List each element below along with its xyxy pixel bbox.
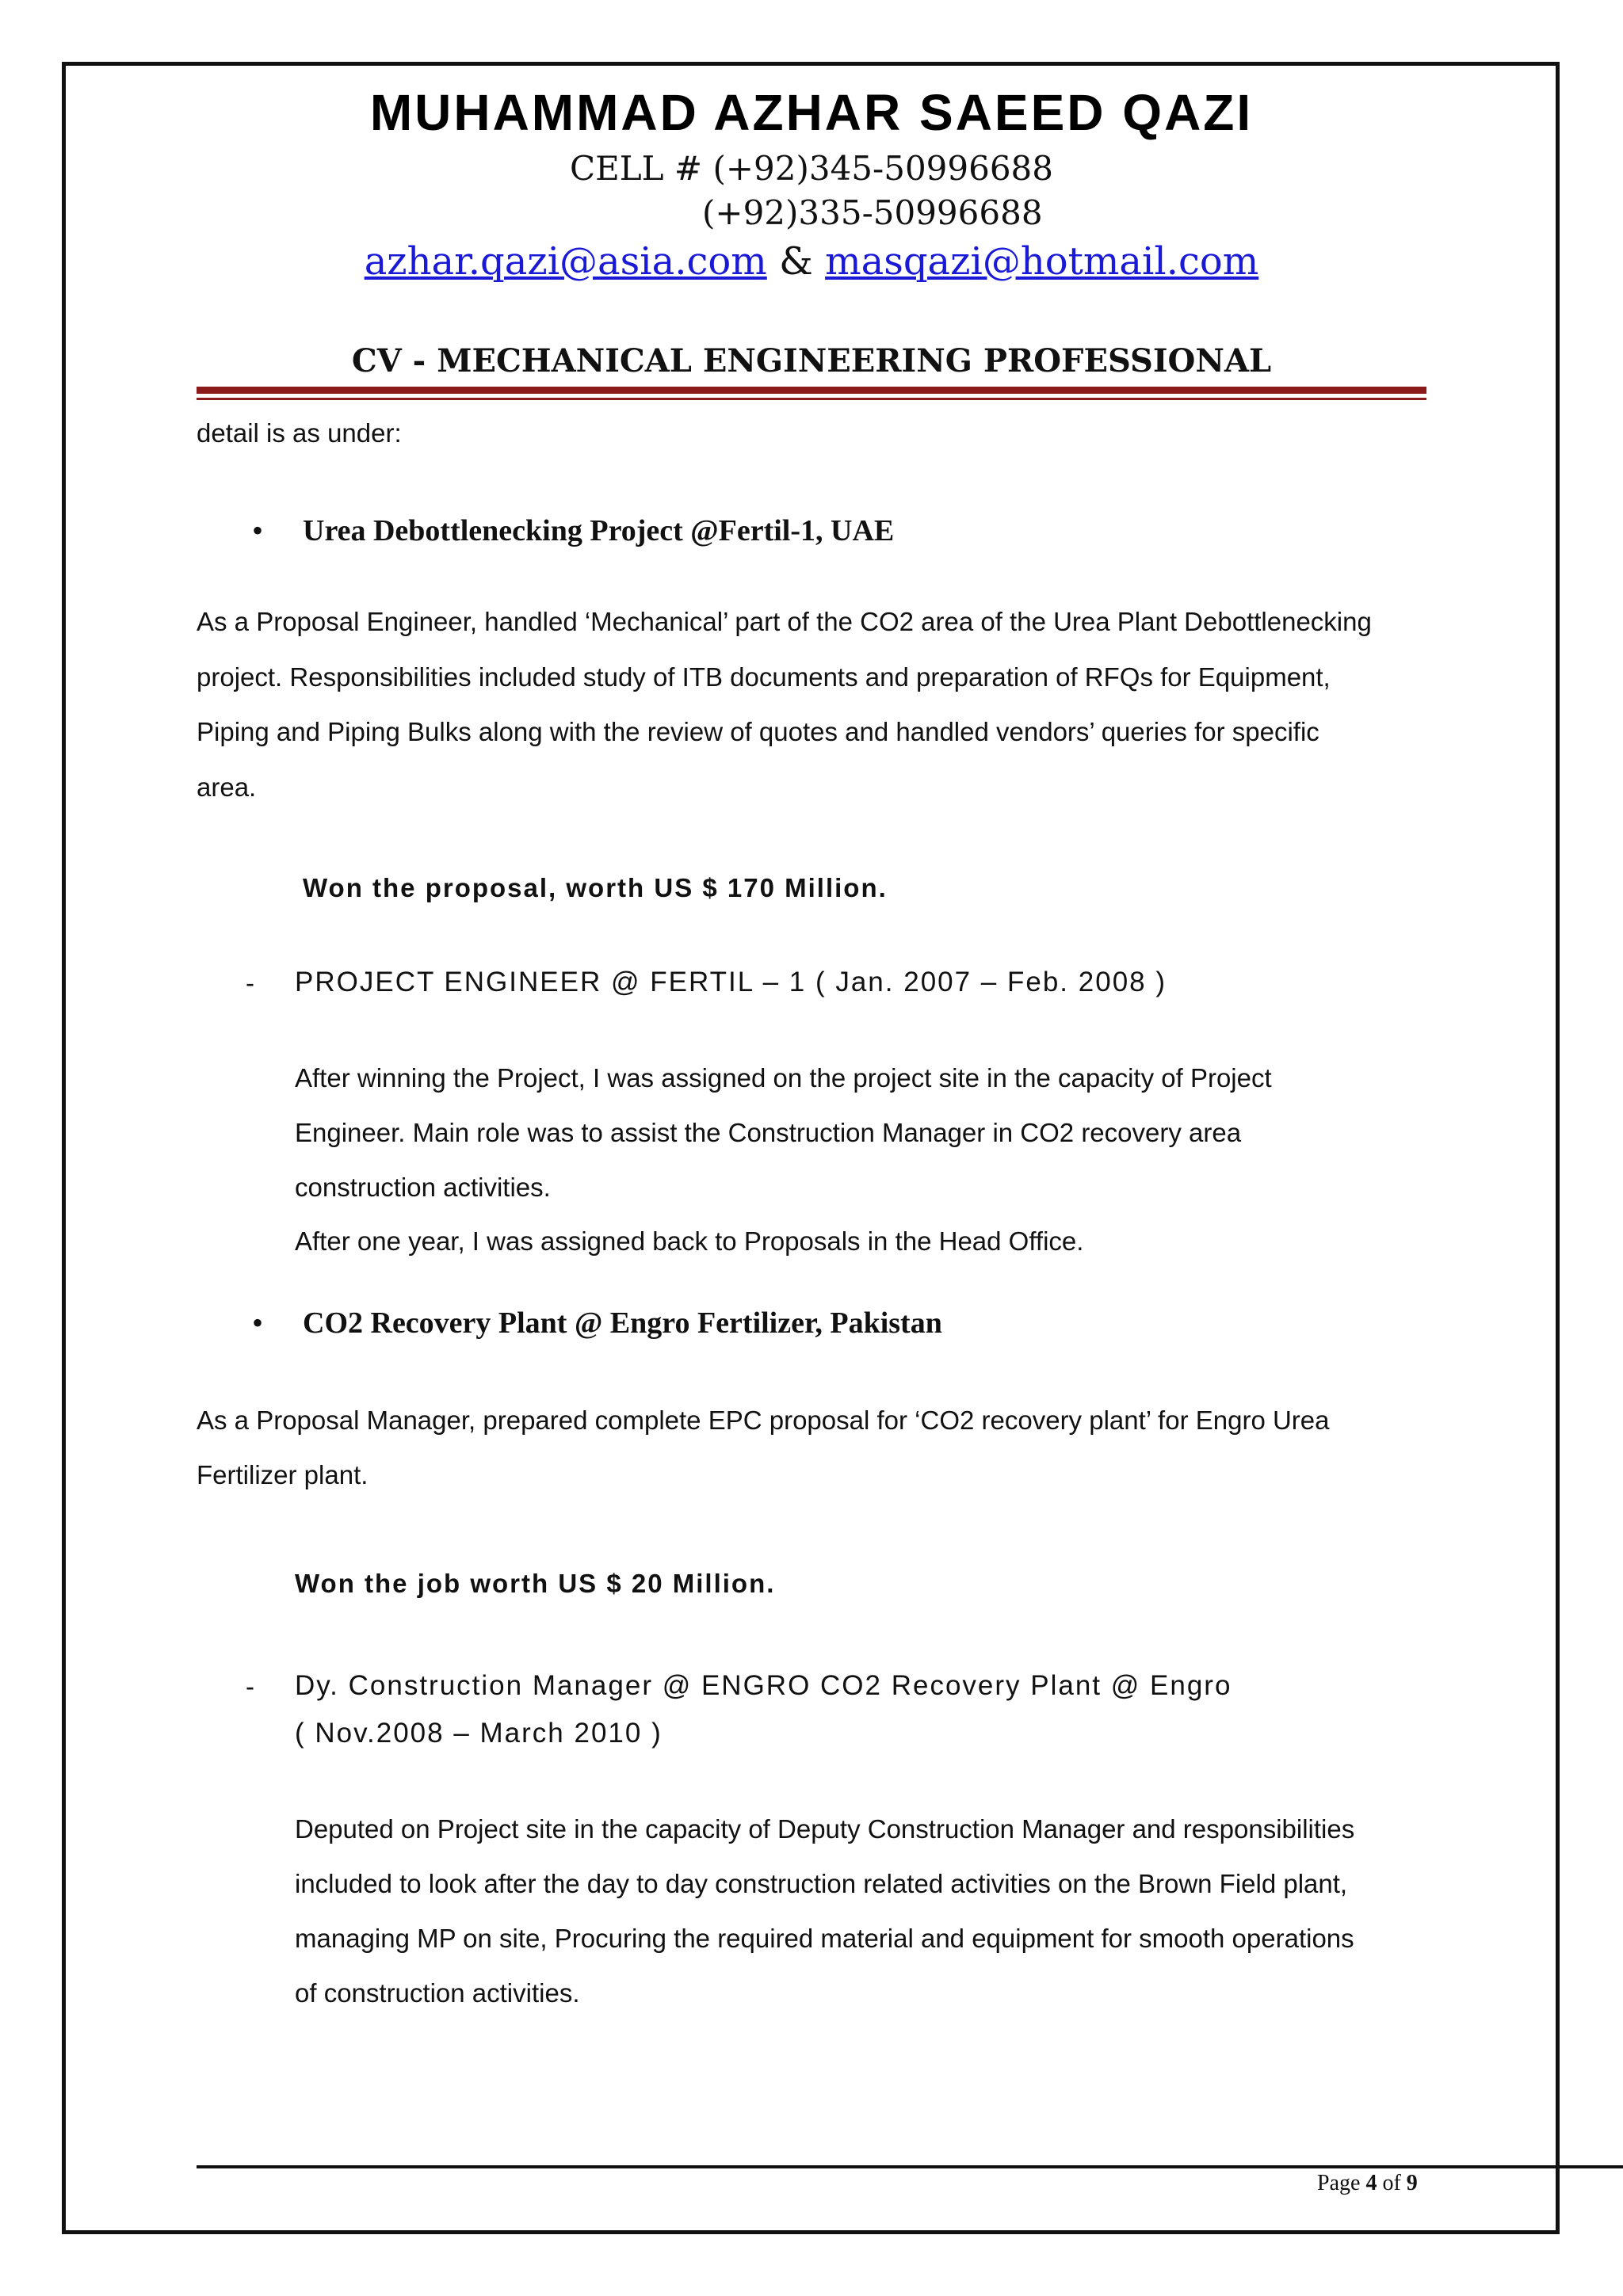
page-of: of [1377,2171,1407,2195]
project2-role-line: managing MP on site, Procuring the required material and equipment for smooth operations [295,1924,1354,1953]
footer-rule [197,2165,1623,2168]
phone-line-2: (+92)335-50996688 [702,193,1043,232]
project1-role-line: construction activities. [295,1173,551,1202]
bullet-icon: • [252,1305,264,1341]
cv-title: CV - MECHANICAL ENGINEERING PROFESSIONAL [351,342,1272,379]
project2-para-line: Fertilizer plant. [197,1460,369,1489]
project2-role-line2: ( Nov.2008 – March 2010 ) [295,1718,663,1749]
page-number [1317,2171,1418,2196]
page-prefix: Page [1317,2171,1366,2195]
project2-para-line: As a Proposal Manager, prepared complete EPC proposal for ‘CO2 recovery plant’ for Engro Urea [197,1405,1330,1435]
page-current: 4 [1365,2171,1377,2195]
intro-text: detail is as under: [197,418,402,448]
project2-title: CO2 Recovery Plant @ Engro Fertilizer, Pakistan [303,1306,942,1340]
header-rule-thin [197,398,1426,400]
bullet-icon: • [252,513,264,548]
project2-won: Won the job worth US $ 20 Million. [295,1569,776,1598]
email-line [0,239,1623,284]
project2-role-line: included to look after the day to day construction related activities on the Brown Field plant, [295,1869,1348,1898]
email-link-1[interactable]: azhar.qazi@asia.com [364,239,767,284]
email-link-2[interactable]: masqazi@hotmail.com [825,239,1259,284]
project2-role-line: Deputed on Project site in the capacity of Deputy Construction Manager and responsibilities [295,1814,1355,1844]
project1-won: Won the proposal, worth US $ 170 Million. [303,873,888,902]
candidate-name: MUHAMMAD AZHAR SAEED QAZI [369,84,1254,141]
project1-role-line: After one year, I was assigned back to Proposals in the Head Office. [295,1226,1084,1256]
project2-role-line: of construction activities. [295,1978,580,2008]
project1-para-line: project. Responsibilities included study of ITB documents and preparation of RFQs for Equipment, [197,662,1331,692]
project1-para-line: Piping and Piping Bulks along with the review of quotes and handled vendors’ queries for specific [197,717,1319,746]
project1-role-line: After winning the Project, I was assigned on the project site in the capacity of Project [295,1063,1272,1093]
project1-para-line: As a Proposal Engineer, handled ‘Mechanical’ part of the CO2 area of the Urea Plant Debottlenecking [197,607,1372,636]
project2-role-line1: Dy. Construction Manager @ ENGRO CO2 Recovery Plant @ Engro [295,1670,1232,1701]
role-dash: - [246,968,254,997]
page-total: 9 [1406,2171,1418,2195]
phone-line-1: CELL # (+92)345-50996688 [569,149,1053,188]
email-separator: & [766,239,826,284]
project1-role: PROJECT ENGINEER @ FERTIL – 1 ( Jan. 2007 – Feb. 2008 ) [295,967,1167,997]
role-dash: - [246,1672,254,1701]
project1-title: Urea Debottlenecking Project @Fertil-1, UAE [303,514,895,547]
project1-role-line: Engineer. Main role was to assist the Construction Manager in CO2 recovery area [295,1118,1242,1147]
project1-para-line: area. [197,772,257,802]
header-rule-thick [197,387,1426,394]
